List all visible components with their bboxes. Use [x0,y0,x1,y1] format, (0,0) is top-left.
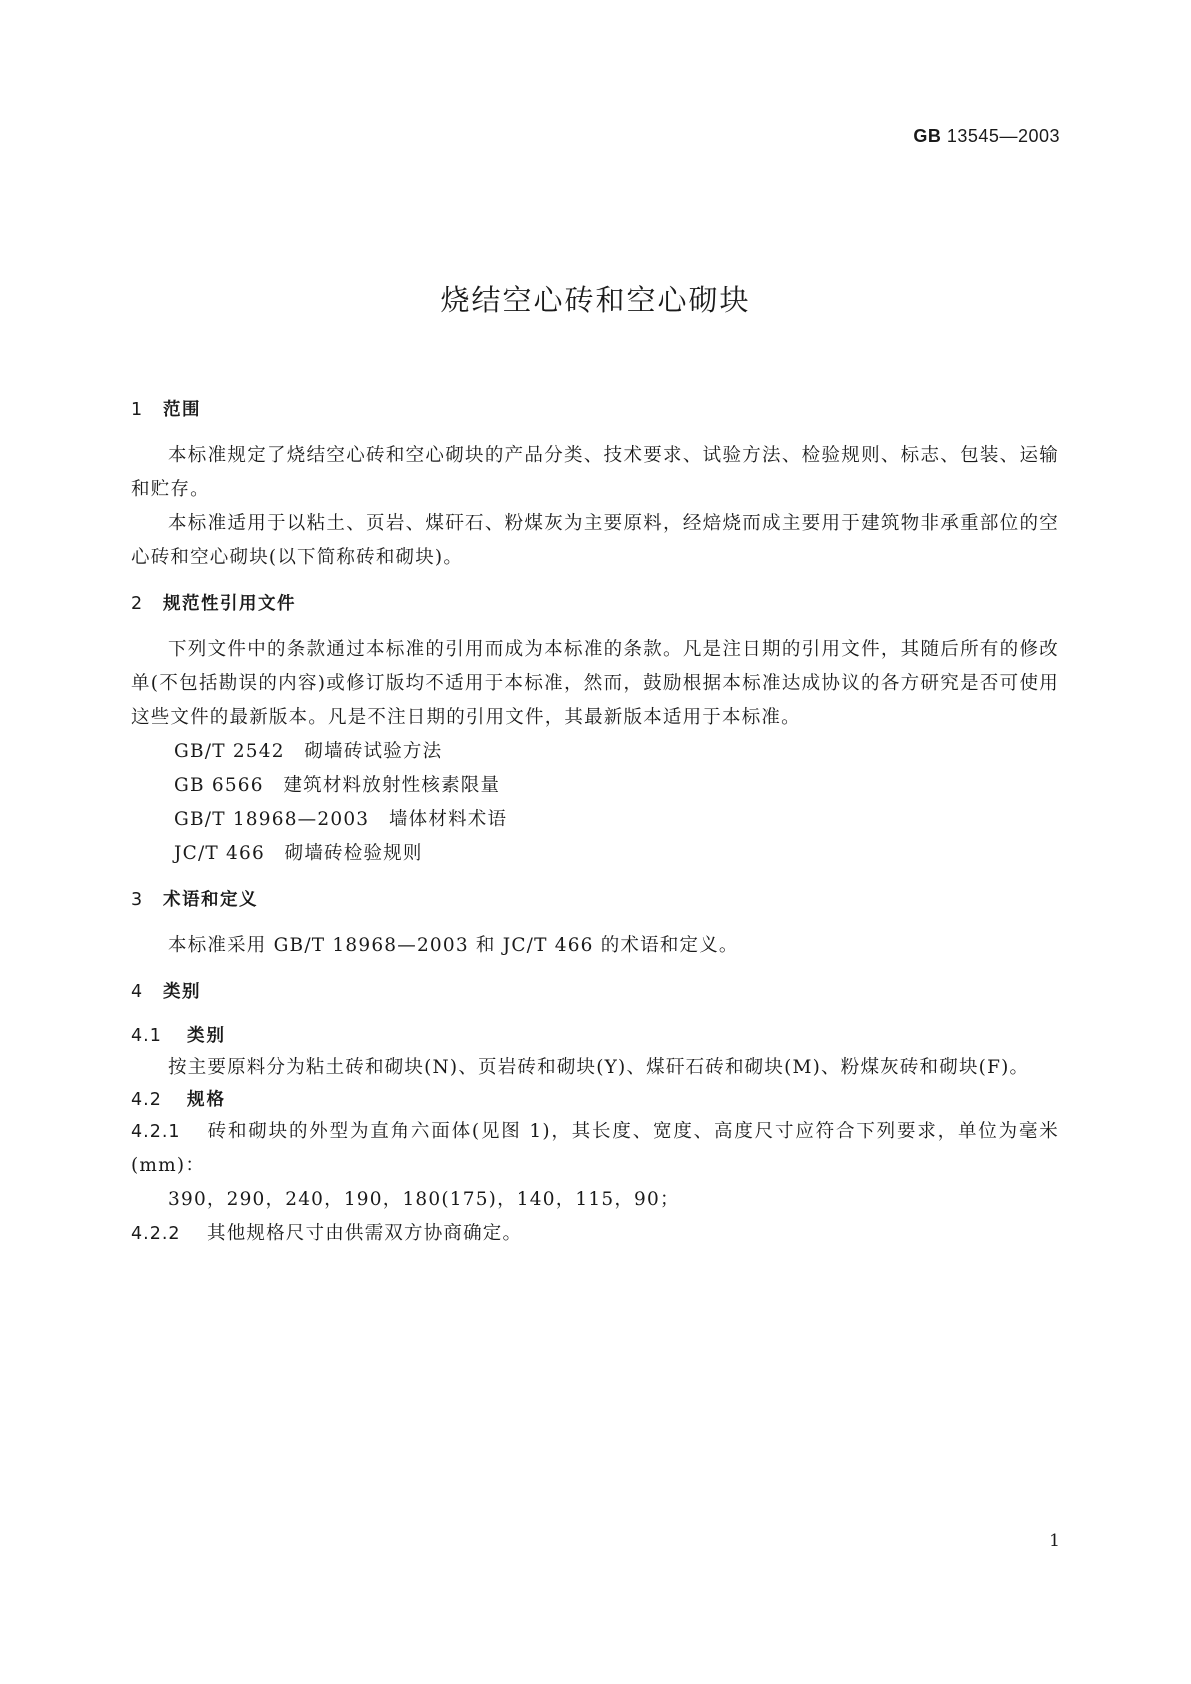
section-heading-3 [131,885,1059,915]
clause-4-2-1 [131,1115,1059,1183]
section-title: 术语和定义 [163,890,258,910]
reference-name: 墙体材料术语 [388,809,508,830]
section-number: 2 [131,594,144,614]
section-number: 1 [131,400,144,420]
page-number: 1 [1049,1531,1060,1551]
section-number: 3 [131,890,144,910]
subsection-number: 4.2 [131,1090,162,1110]
subsection-number: 4.1 [131,1026,162,1046]
document-title: 烧结空心砖和空心砌块 [440,283,751,317]
subsection-heading-4-2 [131,1085,1059,1115]
paragraph: 本标准适用于以粘土、页岩、煤矸石、粉煤灰为主要原料，经焙烧而成主要用于建筑物非承重部位的空心砖和空心砌块(以下简称砖和砌块)。 [131,513,1059,568]
section-heading-4 [131,977,1059,1007]
reference-name: 砌墙砖检验规则 [284,843,423,864]
paragraph: 下列文件中的条款通过本标准的引用而成为本标准的条款。凡是注日期的引用文件，其随后所有的修改单(不包括勘误的内容)或修订版均不适用于本标准，然而，鼓励根据本标准达成协议的各方研究是否可使用这些文件的最新版本。凡是不注日期的引用文件，其最新版本适用于本标准。 [131,639,1059,728]
reference-item [131,769,1059,803]
subsection-title: 类别 [187,1026,226,1046]
section-heading-1 [131,395,1059,425]
clause-text: 砖和砌块的外型为直角六面体(见图 1)，其长度、宽度、高度尺寸应符合下列要求，单位为毫米(mm)： [131,1121,1059,1176]
clause-4-2-2 [131,1217,1059,1251]
reference-code: JC/T 466 [174,843,265,864]
reference-item [131,735,1059,769]
section-title: 规范性引用文件 [163,594,296,614]
paragraph: 本标准规定了烧结空心砖和空心砌块的产品分类、技术要求、试验方法、检验规则、标志、包装、运输和贮存。 [131,445,1059,500]
clause-number: 4.2.2 [131,1224,181,1244]
section-title: 类别 [163,982,201,1002]
size-list: 390，290，240，190，180(175)，140，115，90； [168,1189,680,1210]
reference-item [131,803,1059,837]
subsection-heading-4-1 [131,1021,1059,1051]
standard-number: 13545—2003 [946,126,1060,146]
standard-prefix: GB [913,126,942,146]
reference-item [131,837,1059,871]
section-heading-2 [131,589,1059,619]
paragraph: 本标准采用 GB/T 18968—2003 和 JC/T 466 的术语和定义。 [168,935,739,956]
clause-number: 4.2.1 [131,1122,181,1142]
section-title: 范围 [163,400,201,420]
reference-code: GB/T 18968—2003 [174,809,370,830]
clause-text: 其他规格尺寸由供需双方协商确定。 [207,1223,523,1244]
subsection-title: 规格 [187,1090,226,1110]
document-body [131,395,1059,1251]
standard-code [913,126,1060,147]
section-number: 4 [131,982,144,1002]
reference-code: GB/T 2542 [174,741,285,762]
reference-name: 砌墙砖试验方法 [304,741,443,762]
paragraph: 按主要原料分为粘土砖和砌块(N)、页岩砖和砌块(Y)、煤矸石砖和砌块(M)、粉煤灰砖和砌块(F)。 [168,1057,1030,1078]
reference-code: GB 6566 [174,775,264,796]
reference-name: 建筑材料放射性核素限量 [283,775,501,796]
